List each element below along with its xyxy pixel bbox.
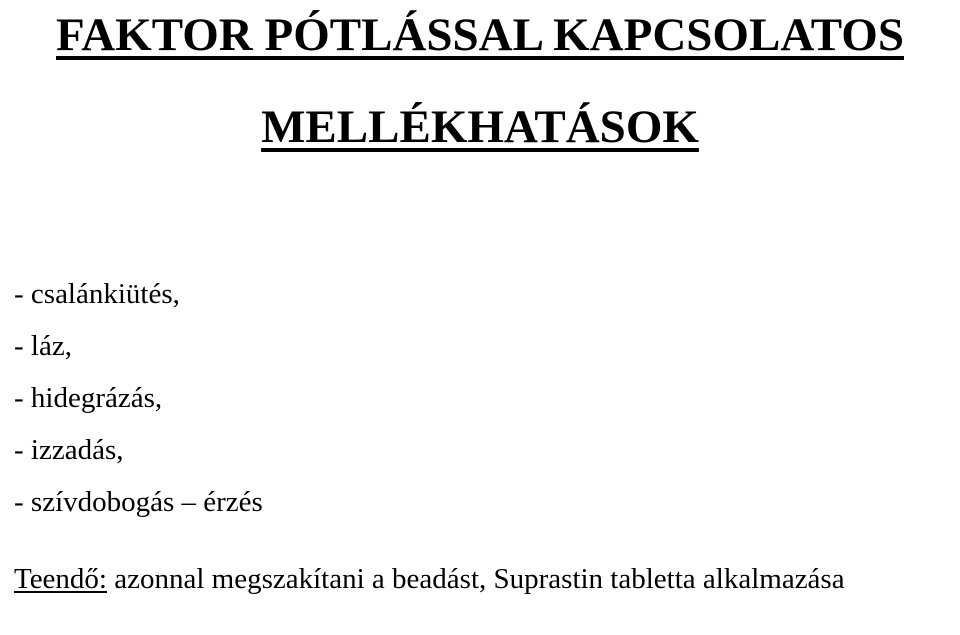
side-effect-item: - szívdobogás – érzés [14,486,263,518]
page-title-line-2: MELLÉKHATÁSOK [261,101,699,153]
side-effect-item: - hidegrázás, [14,382,163,414]
side-effect-item: - csalánkiütés, [14,278,180,310]
side-effect-item: - láz, [14,330,72,362]
action-paragraph [14,561,944,598]
page-title-line-1: FAKTOR PÓTLÁSSAL KAPCSOLATOS [56,9,904,61]
action-text: azonnal megszakítani a beadást, Suprastin tabletta alkalmazása [107,563,845,595]
side-effects-list [14,268,263,528]
action-label: Teendő: [14,563,107,595]
side-effect-item: - izzadás, [14,434,124,466]
